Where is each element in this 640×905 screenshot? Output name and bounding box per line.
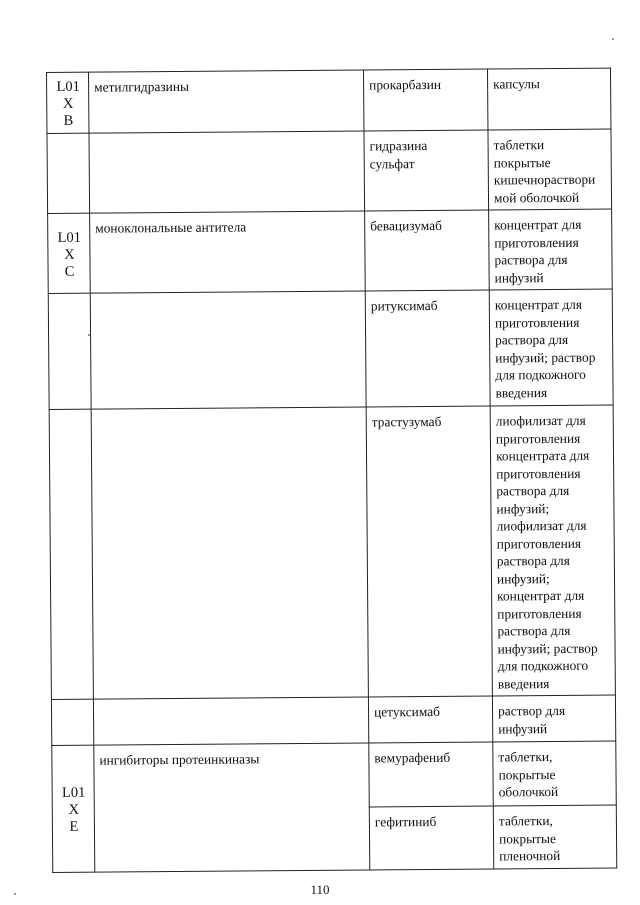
dosage-form-cell: таблетки, покрытые пленочной: [493, 805, 616, 868]
dosage-form-cell: раствор для инфузий: [492, 695, 615, 742]
pharmacological-group-cell: [89, 131, 365, 213]
dosage-form-cell: лиофилизат для приготовления концентрата для приготовления раствора для инфузий; лиофилизат для приготовления раствора для инфузий; концентрат для приготовления раствора для инфузий; раствор для подкожного введения: [490, 405, 615, 696]
drug-name-cell: прокарбазин: [363, 69, 487, 131]
medication-table: [46, 68, 617, 873]
pharmacological-group-cell: [93, 697, 368, 745]
dosage-form-cell: концентрат для приготовления раствора для инфузий: [489, 209, 613, 290]
atc-code-cell: [51, 699, 93, 745]
atc-code-cell: [48, 293, 91, 409]
pharmacological-group-cell: [90, 291, 366, 409]
table-row: [52, 741, 616, 809]
pharmacological-group-cell: ингибиторы протеинкиназы: [94, 743, 370, 872]
dosage-form-cell: концентрат для приготовления раствора для инфузий; раствор для подкожного введения: [489, 289, 613, 406]
table-row: [51, 695, 615, 745]
atc-code-cell: L01X E: [52, 745, 95, 872]
table-row: [49, 405, 615, 699]
dosage-form-cell: таблетки покрытые кишечнораствори мой оболочкой: [488, 129, 612, 210]
scan-speck: [612, 38, 614, 40]
pharmacological-group-cell: [91, 407, 368, 699]
scan-speck: [14, 893, 16, 895]
drug-name-cell: трастузумаб: [366, 406, 492, 697]
table-row: [47, 68, 611, 133]
scan-speck: [88, 334, 90, 336]
page-number: 110: [310, 882, 330, 897]
atc-code-cell: L01X B: [47, 72, 89, 133]
drug-name-cell: цетуксимаб: [368, 696, 492, 743]
table-row: [48, 209, 613, 293]
table-row: [48, 289, 613, 409]
atc-code-cell: L01X C: [48, 213, 91, 293]
dosage-form-cell: таблетки, покрытые оболочкой: [493, 741, 616, 806]
drug-name-cell: бевацизумаб: [365, 210, 490, 291]
drug-name-cell: гефитиниб: [369, 806, 493, 869]
pharmacological-group-cell: метилгидразины: [89, 70, 364, 133]
drug-name-cell: гидразина сульфат: [364, 130, 489, 211]
atc-code-cell: [49, 409, 93, 699]
table-row: [47, 129, 612, 213]
drug-name-cell: ритуксимаб: [365, 290, 490, 407]
drug-name-cell: вемурафениб: [369, 742, 493, 807]
pharmacological-group-cell: моноклональные антитела: [90, 211, 366, 293]
dosage-form-cell: капсулы: [487, 68, 610, 130]
atc-code-cell: [47, 133, 90, 213]
